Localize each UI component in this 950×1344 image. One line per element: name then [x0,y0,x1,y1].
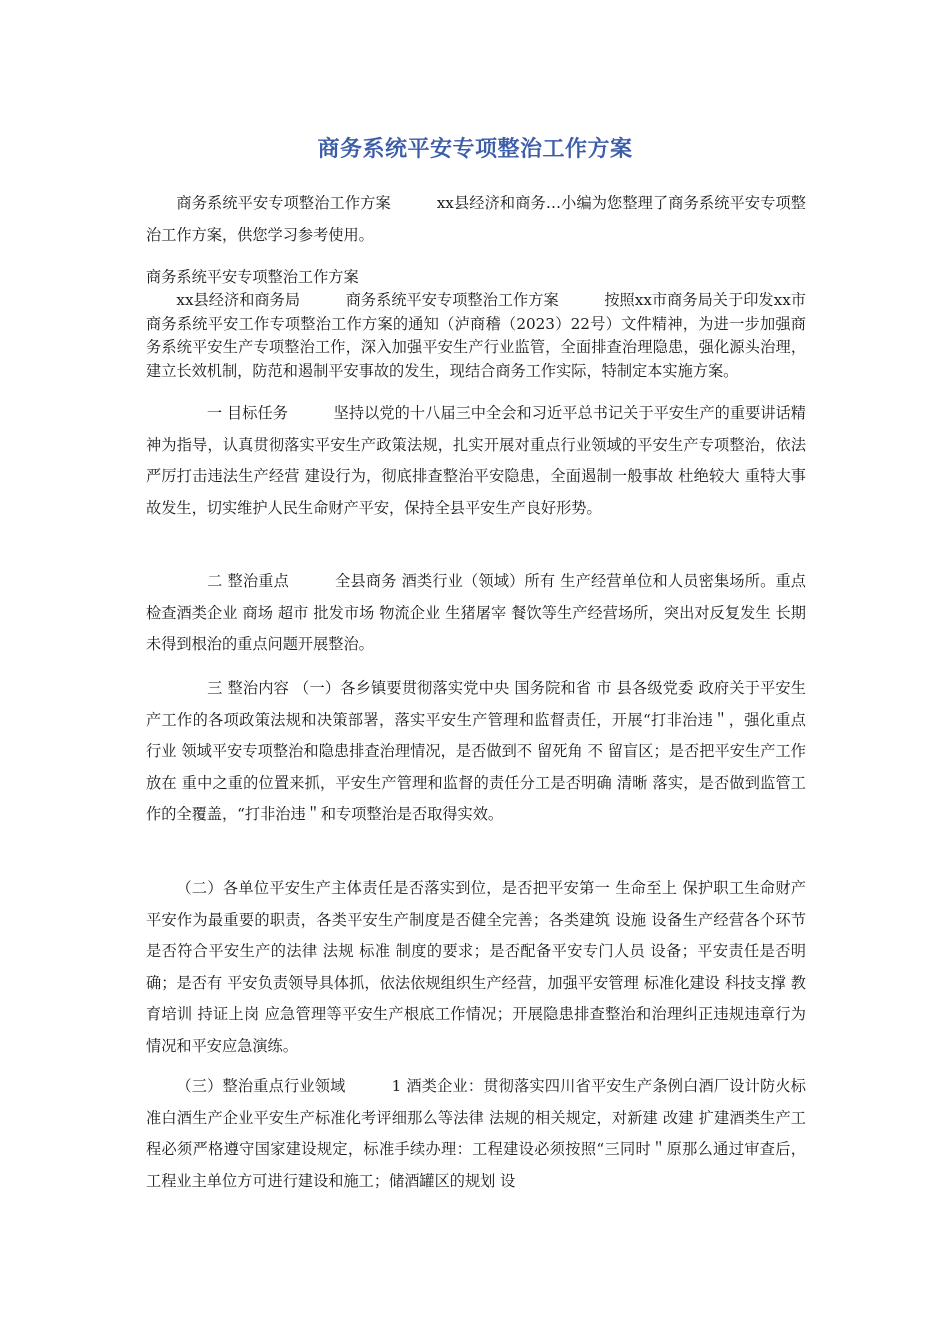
goal-paragraph: 一 目标任务 坚持以党的十八届三中全会和习近平总书记关于平安生产的重要讲话精神为指导，认真贯彻落实平安生产政策法规，扎实开展对重点行业领域的平安生产专项整治，依法严厉打击违法生产经营 建设行为，彻底排查整治平安隐患，全面遏制一般事故 杜绝较大 重特大事故发生，切实维护人民生命财产平安，保持全县平安生产良好形势。 [146,404,806,517]
notice-paragraph: xx县经济和商务局 商务系统平安专项整治工作方案 按照xx市商务局关于印发xx市商务系统平安工作专项整治工作方案的通知（泸商稽（2023）22号）文件精神，为进一步加强商务系统平安生产专项整治工作，深入加强平安生产行业监管，全面排查治理隐患，强化源头治理，建立长效机制，防范和遏制平安事故的发生，现结合商务工作实际，特制定本实施方案。 [146,291,806,380]
duty-paragraph: （二）各单位平安生产主体责任是否落实到位，是否把平安第一 生命至上 保护职工生命财产平安作为最重要的职责，各类平安生产制度是否健全完善；各类建筑 设施 设备生产经营各个环节是否符合平安生产的法律 法规 标准 制度的要求；是否配备平安专门人员 设备；平安责任是否明确；是否有 平安负责领导具体抓，依法依规组织生产经营，加强平安管理 标准化建设 科技支撑 教育培训 持证上岗 应急管理等平安生产根底工作情况；开展隐患排查整治和治理纠正违规违章行为情况和平安应急演练。 [146,879,806,1055]
focus-paragraph: 二 整治重点 全县商务 酒类行业（领域）所有 生产经营单位和人员密集场所。重点检查酒类企业 商场 超市 批发市场 物流企业 生猪屠宰 餐饮等生产经营场所，突出对反复发生 长期未得到根治的重点问题开展整治。 [146,572,806,653]
document-title: 商务系统平安专项整治工作方案 [317,137,633,162]
section-subheading: 商务系统平安专项整治工作方案 [146,268,359,286]
content-paragraph: 三 整治内容 （一）各乡镇要贯彻落实党中央 国务院和省 市 县各级党委 政府关于平安生产工作的各项政策法规和决策部署，落实平安生产管理和监督责任，开展“打非治违＂，强化重点行业 领域平安专项整治和隐患排查治理情况，是否做到不 留死角 不 留盲区；是否把平安生产工作放在 重中之重的位置来抓，平安生产管理和监督的责任分工是否明确 清晰 落实，是否做到监管工作的全覆盖，“打非治违＂和专项整治是否取得实效。 [146,679,806,823]
intro-paragraph: 商务系统平安专项整治工作方案 xx县经济和商务…小编为您整理了商务系统平安专项整治工作方案，供您学习参考使用。 [146,194,806,244]
industry-paragraph: （三）整治重点行业领域 1 酒类企业：贯彻落实四川省平安生产条例白酒厂设计防火标准白酒生产企业平安生产标准化考评细那么等法律 法规的相关规定，对新建 改建 扩建酒类生产工程必须严格遵守国家建设规定，标准手续办理：工程建设必须按照“三同时＂原那么通过审查后，工程业主单位方可进行建设和施工；储酒罐区的规划 设 [146,1077,806,1190]
